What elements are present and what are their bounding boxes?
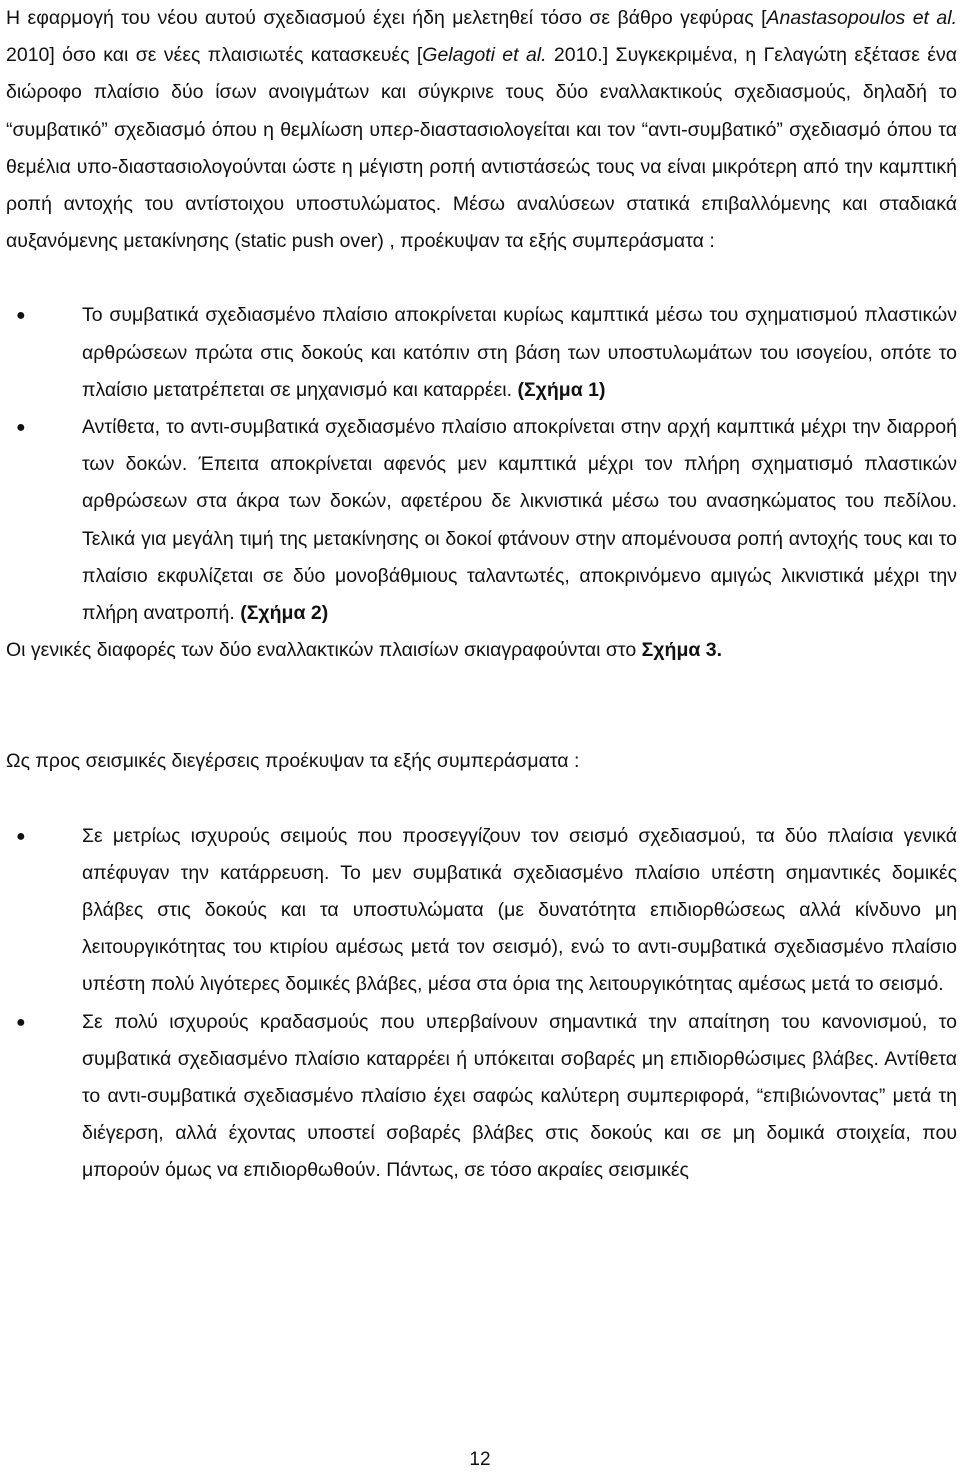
page-number: 12 [469,1449,491,1470]
intro-text-1: Η εφαρμογή του νέου αυτού σχεδιασμού έχει ήδη μελετηθεί τόσο σε βάθρο γεφύρας [ [6,7,767,29]
bullet-icon: ● [16,827,26,845]
figure-reference: (Σχήμα 1) [517,378,606,401]
intro-paragraph [6,0,957,260]
seismic-conclusions-list [6,818,957,1190]
seismic-intro-paragraph: Ως προς σεισμικές διεγέρσεις προέκυψαν τα εξής συμπεράσματα : [6,750,580,773]
static-conclusions-list [6,297,957,632]
bullet-icon: ● [16,419,26,437]
figure-reference: Σχήμα 3. [641,639,723,662]
summary-text: Οι γενικές διαφορές των δύο εναλλακτικών πλαισίων σκιαγραφούνται στο [6,639,642,662]
list-item-text: Αντίθετα, το αντι-συμβατικά σχεδιασμένο πλαίσιο αποκρίνεται στην αρχή καμπτικά μέχρι την διαρροή των δοκών. Έπειτα αποκρίνεται αφενός μεν καμπτικά μέχρι τον πλήρη σχηματισμό πλαστικών αρθρώσεων στα άκρα των δοκών, αφετέρου δε λικνιστικά μέσω του ανασηκώματος του πεδίλου. Τελικά για μεγάλη τιμή της μετακίνησης οι δοκοί φτάνουν στην απομένουσα ροπή αντοχής τους και το πλαίσιο εκφυλίζεται σε δύο μονοβάθμιους ταλαντωτές, αποκρινόμενο αμιγώς λικνιστικά μέχρι την πλήρη ανατροπή. [82,416,957,625]
document-page [6,0,957,1190]
intro-text-3: 2010.] Συγκεκριμένα, η Γελαγώτη εξέτασε ένα διώροφο πλαίσιο δύο ίσων ανοιγμάτων και σύγκρινε τους δύο εναλλακτικούς σχεδιασμούς, δηλαδή το “συμβατικό” σχεδιασμό όπου η θεμλίωση υπερ-διαστασιολογείται και τον “αντι-συμβατικό” σχεδιασμό όπου τα θεμέλια υπο-διαστασιολογούνται ώστε η μέγιστη ροπή αντιστάσεώς τους να είναι μικρότερη από την καμπτική ροπή αντοχής του αντίστοιχου υποστυλώματος. Μέσω αναλύσεων στατικά επιβαλλόμενης και σταδιακά αυξανόμενης μετακίνησης (static push over) , προέκυψαν τα εξής συμπεράσματα : [6,44,957,253]
list-item [6,1004,957,1190]
list-item [6,409,957,632]
bullet-icon: ● [16,1013,26,1031]
bullet-icon: ● [16,307,26,325]
summary-paragraph [6,632,957,669]
citation-gelagoti: Gelagoti et al. [422,44,547,67]
list-item [6,818,957,1004]
list-item [6,297,957,409]
list-item-text: Σε πολύ ισχυρούς κραδασμούς που υπερβαίνουν σημαντικά την απαίτηση του κανονισμού, το συμβατικά σχεδιασμένο πλαίσιο καταρρέει ή υπόκειται σοβαρές μη επιδιορθώσιμες βλάβες. Αντίθετα το αντι-συμβατικά σχεδιασμένο πλαίσιο έχει σαφώς καλύτερη συμπεριφορά, “επιβιώνοντας” μετά τη διέγερση, αλλά έχοντας υποστεί σοβαρές βλάβες στις δοκούς και σε μη δομικά στοιχεία, που μπορούν όμως να επιδιορθωθούν. Πάντως, σε τόσο ακραίες σεισμικές [82,1010,957,1182]
list-item-text: Το συμβατικά σχεδιασμένο πλαίσιο αποκρίνεται κυρίως καμπτικά μέσω του σχηματισμού πλαστικών αρθρώσεων πρώτα στις δοκούς και κατόπιν στη βάση των υποστυλωμάτων του ισογείου, οπότε το πλαίσιο μετατρέπεται σε μηχανισμό και καταρρέει. [82,304,957,401]
citation-anastasopoulos: Anastasopoulos et al. [766,7,957,29]
figure-reference: (Σχήμα 2) [240,602,329,625]
intro-text-2: 2010] όσο και σε νέες πλαισιωτές κατασκευές [ [6,44,423,67]
list-item-text: Σε μετρίως ισχυρούς σειμούς που προσεγγίζουν τον σεισμό σχεδιασμού, τα δύο πλαίσια γενικά απέφυγαν την κατάρρευση. Το μεν συμβατικά σχεδιασμένο πλαίσιο υπέστη σημαντικές δομικές βλάβες στις δοκούς και τα υποστυλώματα (με δυνατότητα επιδιορθώσεως αλλά κίνδυνο μη λειτουργικότητας του κτιρίου αμέσως μετά τον σεισμό), ενώ το αντι-συμβατικά σχεδιασμένο πλαίσιο υπέστη πολύ λιγότερες δομικές βλάβες, μέσα στα όρια της λειτουργικότητας αμέσως μετά το σεισμό. [82,824,957,996]
paragraph-gap [6,669,957,743]
